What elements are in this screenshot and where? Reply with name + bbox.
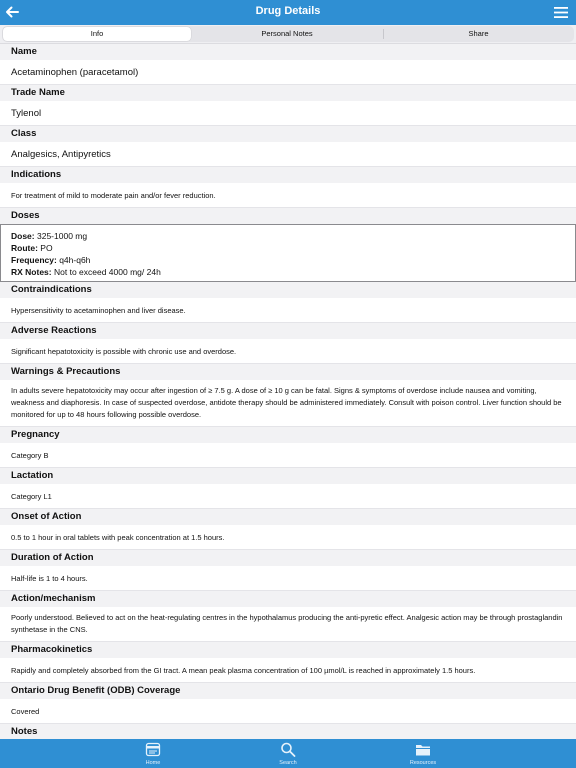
duration-value: Half-life is 1 to 4 hours. (0, 566, 576, 591)
tab-search[interactable] (248, 739, 328, 768)
class-value: Analgesics, Antipyretics (0, 142, 576, 167)
section-header-trade-name: Trade Name (0, 85, 576, 101)
section-header-notes: Notes (0, 724, 576, 739)
section-header-pharmacokinetics: Pharmacokinetics (0, 642, 576, 658)
tab-resources-label: Resources (409, 760, 437, 766)
odb-coverage-value: Covered (0, 699, 576, 724)
dose-label: Dose: (11, 231, 35, 241)
search-icon (280, 742, 296, 757)
tab-search-label: Search (279, 760, 297, 766)
top-nav-bar (0, 0, 576, 25)
contraindications-value: Hypersensitivity to acetaminophen and liver disease. (0, 298, 576, 323)
frequency-line (11, 254, 565, 266)
section-header-contraindications: Contraindications (0, 282, 576, 298)
dose-line (11, 230, 565, 242)
section-header-pregnancy: Pregnancy (0, 427, 576, 443)
section-header-odb-coverage: Ontario Drug Benefit (ODB) Coverage (0, 683, 576, 699)
rx-notes-value: Not to exceed 4000 mg/ 24h (54, 267, 161, 277)
drug-name-value: Acetaminophen (paracetamol) (0, 60, 576, 85)
drug-details-list[interactable] (0, 44, 576, 739)
dose-card[interactable] (0, 224, 576, 282)
route-label: Route: (11, 243, 38, 253)
section-header-onset: Onset of Action (0, 509, 576, 525)
onset-value: 0.5 to 1 hour in oral tablets with peak concentration at 1.5 hours. (0, 525, 576, 550)
segment-bar (0, 25, 576, 44)
section-header-doses: Doses (0, 208, 576, 224)
rx-notes-line (11, 266, 565, 278)
bottom-tab-bar (0, 739, 576, 768)
rx-notes-label: RX Notes: (11, 267, 52, 277)
tab-resources[interactable] (383, 739, 463, 768)
page-title: Drug Details (255, 5, 321, 17)
frequency-label: Frequency: (11, 255, 57, 265)
dose-value: 325-1000 mg (37, 231, 88, 241)
tab-home-label: Home (145, 760, 161, 766)
segment-info[interactable]: Info (3, 27, 191, 41)
trade-name-value: Tylenol (0, 101, 576, 126)
section-header-warnings: Warnings & Precautions (0, 364, 576, 380)
folder-icon (415, 742, 431, 757)
lactation-value: Category L1 (0, 484, 576, 509)
section-header-lactation: Lactation (0, 468, 576, 484)
tab-home[interactable] (113, 739, 193, 768)
section-header-duration: Duration of Action (0, 550, 576, 566)
adverse-reactions-value: Significant hepatotoxicity is possible with chronic use and overdose. (0, 339, 576, 364)
section-header-indications: Indications (0, 167, 576, 183)
segment-share[interactable]: Share (468, 29, 489, 38)
segmented-control (2, 26, 574, 42)
pharmacokinetics-value: Rapidly and completely absorbed from the GI tract. A mean peak plasma concentration of 100 µmol/L is reached in approximately 1.5 hours. (0, 658, 576, 683)
frequency-value: q4h-q6h (59, 255, 91, 265)
section-header-class: Class (0, 126, 576, 142)
section-header-name: Name (0, 44, 576, 60)
segment-personal-notes[interactable]: Personal Notes (261, 29, 313, 38)
hamburger-menu-icon[interactable] (554, 6, 568, 19)
indications-value: For treatment of mild to moderate pain and/or fever reduction. (0, 183, 576, 208)
warnings-value: In adults severe hepatotoxicity may occur after ingestion of ≥ 7.5 g. A dose of ≥ 10 g can be fatal. Signs & symptoms of overdose include nausea and vomiting, weakness and diaphoresis. In case of suspected overdose, antidote therapy should be administered immediately. Consult with poison control. Liver function should be monitored for up to 48 hours following possible overdose. (0, 380, 576, 427)
section-header-adverse-reactions: Adverse Reactions (0, 323, 576, 339)
route-line (11, 242, 565, 254)
section-header-mechanism: Action/mechanism (0, 591, 576, 607)
mechanism-value: Poorly understood. Believed to act on the heat-regulating centres in the hypothalamus producing the anti-pyretic effect. Analgesic action may be through prostaglandin synthetase in the CNS. (0, 607, 576, 642)
pregnancy-value: Category B (0, 443, 576, 468)
route-value: PO (40, 243, 53, 253)
home-icon (145, 742, 161, 757)
